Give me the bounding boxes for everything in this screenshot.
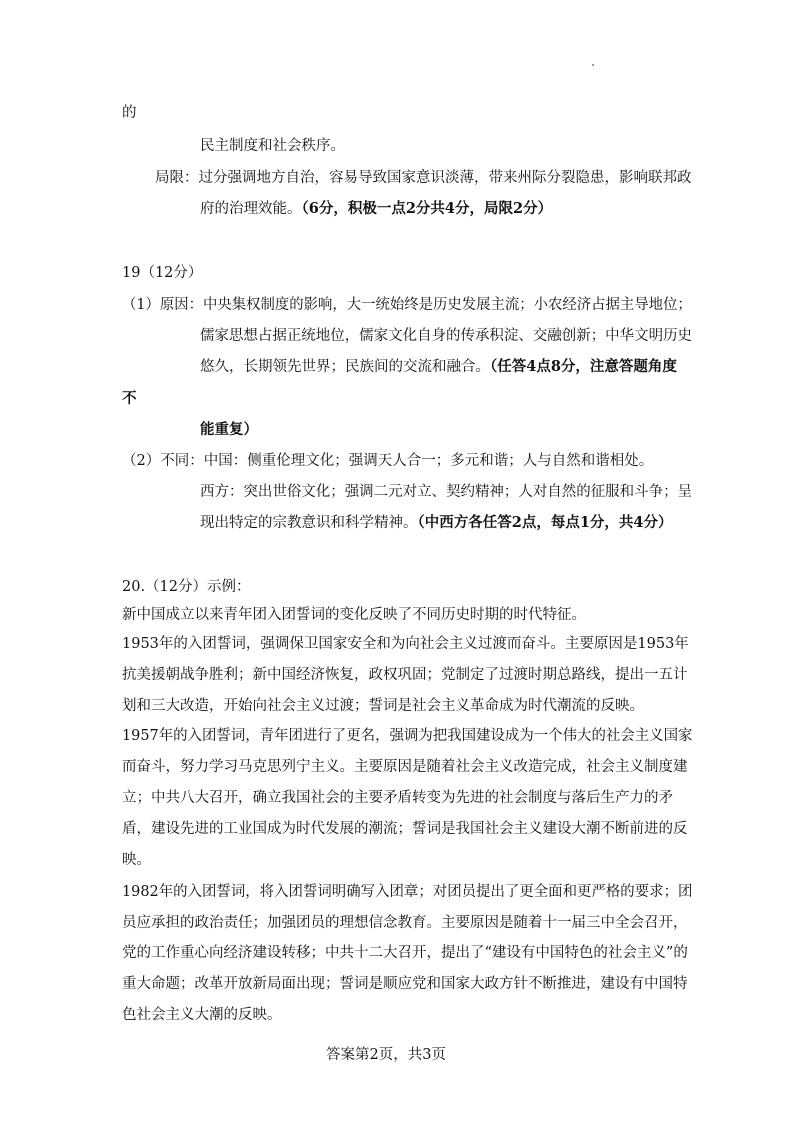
limitation-line-1: 局限：过分强调地方自治，容易导致国家意识淡薄，带来州际分裂隐患，影响联邦政: [155, 170, 692, 186]
q20-line: 员应承担的政治责任；加强团员的理想信念教育。主要原因是随着十一届三中全会召开，: [122, 915, 688, 931]
score-note: （6分，积极一点2分共4分，局限2分）: [301, 200, 553, 217]
q20-line: 1953年的入团誓词，强调保卫国家安全和为向社会主义过渡而奋斗。主要原因是1953年: [122, 636, 689, 652]
limitation-text: 府的治理效能。: [200, 201, 302, 217]
limitation-line-2: [200, 200, 552, 218]
q20-line: 而奋斗，努力学习马克思列宁主义。主要原因是随着社会主义改造完成，社会主义制度建: [122, 759, 688, 775]
q19-heading: 19（12分）: [122, 265, 203, 281]
q20-line: 盾，建设先进的工业国成为时代发展的潮流；誓词是我国社会主义建设大潮不断前进的反: [122, 821, 688, 837]
q19-p1-text: 悠久，长期领先世界；民族间的交流和融合。: [200, 359, 490, 375]
score-note: （任答4点8分，注意答题角度: [490, 358, 677, 375]
q20-line: 重大命题；改革开放新局面出现；誓词是顺应党和国家大政方针不断推进，建设有中国特: [122, 976, 688, 992]
q19-p1-line-2: 儒家思想占据正统地位，儒家文化自身的传承积淀、交融创新；中华文明历史: [200, 328, 693, 344]
q20-line: 划和三大改造，开始向社会主义过渡；誓词是社会主义革命成为时代潮流的反映。: [122, 698, 644, 714]
q19-p2-line-1: （2）不同：中国：侧重伦理文化；强调天人合一；多元和谐；人与自然和谐相处。: [122, 453, 654, 469]
continued-char: 的: [122, 105, 137, 121]
q20-heading: 20.（12分）示例：: [122, 579, 251, 595]
score-note: （中西方各任答2点，每点1分，共4分）: [417, 514, 673, 531]
q19-p2-line-3: [200, 514, 673, 532]
q20-line: 抗美援朝战争胜利；新中国经济恢复，政权巩固；党制定了过渡时期总路线，提出一五计: [122, 667, 688, 683]
q20-line: 1957年的入团誓词，青年团进行了更名，强调为把我国建设成为一个伟大的社会主义国家: [122, 728, 693, 744]
q20-line: 立；中共八大召开，确立我国社会的主要矛盾转变为先进的社会制度与落后生产力的矛: [122, 790, 673, 806]
q20-line: 党的工作重心向经济建设转移；中共十二大召开，提出了“建设有中国特色的社会主义”的: [122, 945, 688, 961]
scan-speck: [592, 64, 594, 66]
q20-line: 色社会主义大潮的反映。: [122, 1007, 282, 1023]
q20-line: 1982年的入团誓词，将入团誓词明确写入团章；对团员提出了更全面和更严格的要求；团: [122, 884, 693, 900]
score-note-end: 能重复）: [200, 421, 258, 438]
q19-p2-line-2: 西方：突出世俗文化；强调二元对立、契约精神；人对自然的征服和斗争；呈: [200, 484, 693, 500]
q19-p2-text: 现出特定的宗教意识和科学精神。: [200, 515, 418, 531]
q19-p1-line-1: （1）原因：中央集权制度的影响，大一统始终是历史发展主流；小农经济占据主导地位；: [122, 297, 692, 313]
continued-line: 民主制度和社会秩序。: [200, 138, 345, 154]
score-note-wrap: 不: [122, 390, 137, 407]
page-footer: 答案第2页，共3页: [326, 1047, 446, 1063]
q19-p1-line-3: [200, 358, 677, 376]
q20-line: 映。: [122, 852, 151, 868]
q20-line: 新中国成立以来青年团入团誓词的变化反映了不同历史时期的时代特征。: [122, 607, 586, 623]
